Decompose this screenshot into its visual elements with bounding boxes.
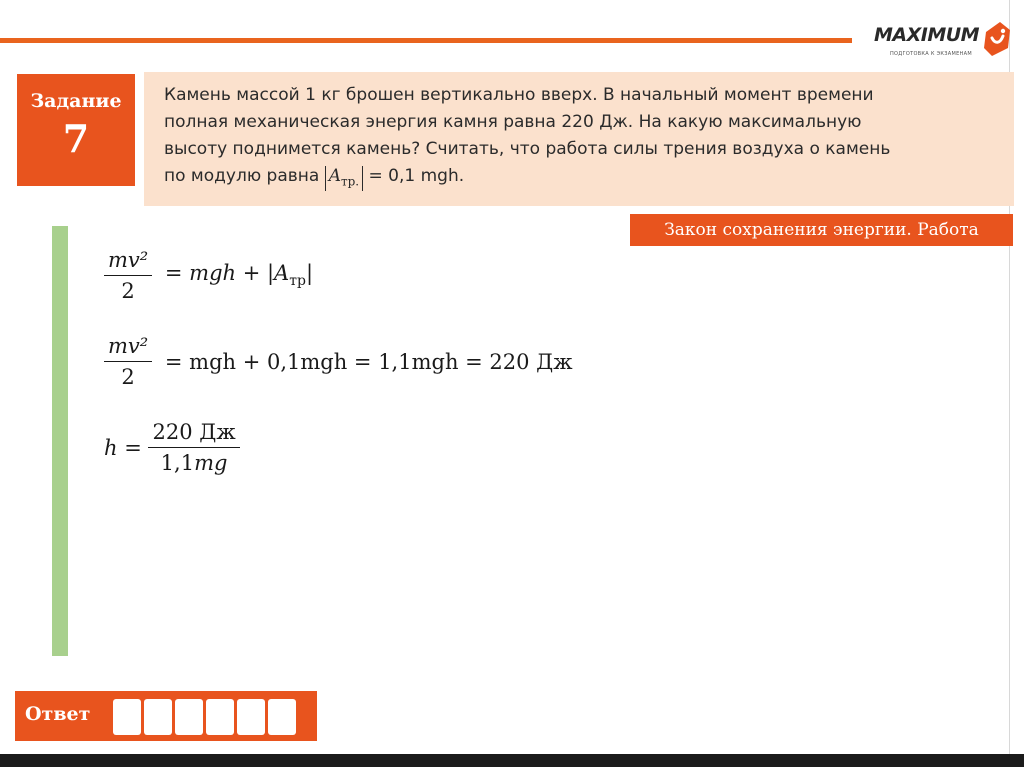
equation-3 — [104, 420, 246, 475]
solution-side-bar — [52, 226, 68, 656]
eq1-rhs-sub: тр — [289, 273, 306, 290]
answer-box — [15, 691, 317, 741]
eq3-den-prefix: 1,1 — [160, 451, 195, 475]
eq2-denominator: 2 — [121, 365, 135, 389]
problem-statement — [144, 72, 1014, 206]
answer-cell-4[interactable] — [206, 699, 234, 735]
eq3-fraction — [148, 420, 239, 475]
eq1-rhs — [158, 261, 313, 289]
abs-subscript: тр. — [340, 174, 360, 189]
answer-cell-1[interactable] — [113, 699, 141, 735]
topic-tag: Закон сохранения энергии. Работа — [630, 214, 1013, 246]
logo-mark-icon — [978, 18, 1012, 58]
eq3-denominator — [161, 448, 228, 475]
eq1-numerator: mv² — [104, 248, 152, 276]
eq3-numerator: 220 Дж — [148, 420, 239, 448]
eq2-numerator: mv² — [104, 334, 152, 362]
eq1-rhs-main: = mgh + |A — [158, 261, 290, 286]
answer-cell-3[interactable] — [175, 699, 203, 735]
eq2-fraction — [104, 334, 152, 389]
top-rule — [0, 38, 852, 43]
logo-wordmark: MAXIMUM — [874, 24, 980, 46]
task-badge — [17, 74, 135, 186]
eq3-den-var: mg — [194, 451, 228, 475]
eq1-denominator: 2 — [121, 279, 135, 303]
problem-line-1: Камень массой 1 кг брошен вертикально вверх. В начальный момент времени — [164, 85, 874, 105]
friction-work-abs — [325, 166, 363, 191]
bottom-bar — [0, 754, 1024, 767]
eq3-lhs: h = — [104, 435, 149, 460]
answer-cell-5[interactable] — [237, 699, 265, 735]
maximum-logo — [874, 18, 1014, 68]
problem-line-4-suffix: = 0,1 mgh. — [363, 166, 465, 186]
abs-symbol: A — [328, 166, 341, 186]
problem-line-4-prefix: по модулю равна — [164, 166, 325, 186]
logo-subtitle: ПОДГОТОВКА К ЭКЗАМЕНАМ — [890, 51, 972, 57]
equation-1 — [104, 248, 313, 303]
problem-text — [164, 82, 1000, 191]
problem-line-2: полная механическая энергия камня равна 220 Дж. На какую максимальную — [164, 112, 862, 132]
equation-2 — [104, 334, 573, 389]
problem-line-3: высоту поднимется камень? Считать, что работа силы трения воздуха о камень — [164, 139, 891, 159]
eq1-fraction — [104, 248, 152, 303]
answer-label: Ответ — [25, 703, 91, 725]
answer-cell-2[interactable] — [144, 699, 172, 735]
eq2-rhs: = mgh + 0,1mgh = 1,1mgh = 220 Дж — [158, 349, 573, 374]
task-number: 7 — [62, 116, 90, 161]
eq1-rhs-end: | — [305, 261, 314, 286]
answer-cell-6[interactable] — [268, 699, 296, 735]
task-label: Задание — [30, 90, 122, 112]
